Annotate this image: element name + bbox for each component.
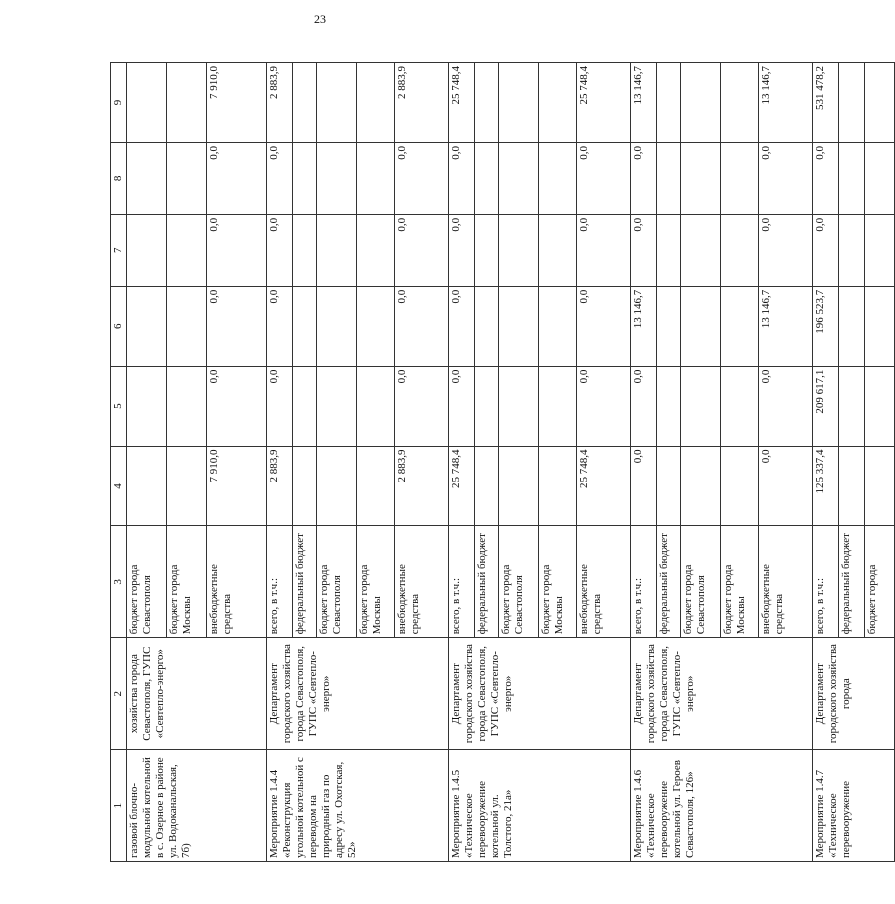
amount-cell-v4: 2 883,9 xyxy=(267,446,293,526)
amount-cell-v5: 0,0 xyxy=(395,366,449,446)
amount-cell-v8 xyxy=(357,142,395,214)
amount-cell-v7 xyxy=(499,214,539,286)
column-number-cell: 1 xyxy=(111,750,127,862)
amount-cell-v9 xyxy=(539,63,577,143)
amount-cell-v8 xyxy=(539,142,577,214)
amount-cell-v4: 125 337,4 xyxy=(813,446,839,526)
funding-source-cell: бюджет города Москвы xyxy=(539,526,577,638)
amount-cell-v8: 0,0 xyxy=(207,142,267,214)
amount-cell-v5 xyxy=(357,366,395,446)
amount-cell-v8 xyxy=(721,142,759,214)
amount-cell-v6: 13 146,7 xyxy=(759,286,813,366)
page-number: 23 xyxy=(314,12,326,26)
amount-cell-v6 xyxy=(293,286,317,366)
amount-cell-v9 xyxy=(293,63,317,143)
amount-cell-v7 xyxy=(167,214,207,286)
table-row xyxy=(127,63,167,862)
amount-cell-v9 xyxy=(721,63,759,143)
amount-cell-v7 xyxy=(357,214,395,286)
amount-cell-v4 xyxy=(499,446,539,526)
column-number-cell: 9 xyxy=(111,63,127,143)
amount-cell-v4 xyxy=(721,446,759,526)
executor-cell: хозяйства города Севастополя, ГУПС «Севтепло-энерго» xyxy=(127,638,267,750)
amount-cell-v5: 0,0 xyxy=(631,366,657,446)
amount-cell-v4 xyxy=(865,446,895,526)
funding-source-cell: бюджет города Севастополя xyxy=(127,526,167,638)
amount-cell-v5 xyxy=(475,366,499,446)
amount-cell-v8 xyxy=(499,142,539,214)
amount-cell-v8: 0,0 xyxy=(395,142,449,214)
amount-cell-v4 xyxy=(127,446,167,526)
amount-cell-v6 xyxy=(865,286,895,366)
amount-cell-v9: 25 748,4 xyxy=(449,63,475,143)
measure-cell: газовой блочно-модульной котельной в с. Озерное в районе ул. Водоканальская, 7б) xyxy=(127,750,267,862)
funding-source-cell: бюджет города Севастополя xyxy=(499,526,539,638)
amount-cell-v5 xyxy=(839,366,865,446)
amount-cell-v7 xyxy=(475,214,499,286)
amount-cell-v9 xyxy=(865,63,895,143)
amount-cell-v8 xyxy=(657,142,681,214)
column-number-cell: 2 xyxy=(111,638,127,750)
table-row xyxy=(631,63,657,862)
amount-cell-v7 xyxy=(539,214,577,286)
amount-cell-v5: 209 617,1 xyxy=(813,366,839,446)
amount-cell-v6: 0,0 xyxy=(577,286,631,366)
funding-source-cell: бюджет города Севастополя xyxy=(317,526,357,638)
funding-source-cell: внебюджетные средства xyxy=(577,526,631,638)
amount-cell-v8: 0,0 xyxy=(631,142,657,214)
executor-cell: Департамент городского хозяйства города Севастополя, ГУПС «Севтепло-энерго» xyxy=(631,638,813,750)
funding-source-cell: бюджет города Севастополя xyxy=(681,526,721,638)
table-body xyxy=(111,63,895,862)
column-number-cell: 6 xyxy=(111,286,127,366)
amount-cell-v6: 0,0 xyxy=(449,286,475,366)
amount-cell-v7: 0,0 xyxy=(449,214,475,286)
amount-cell-v4 xyxy=(539,446,577,526)
rotated-table-wrapper xyxy=(110,62,878,862)
amount-cell-v6 xyxy=(721,286,759,366)
measure-cell: Мероприятие 1.4.4 «Реконструкция угольной котельной с переводом на природный газ по адресу ул. Охотская, 52» xyxy=(267,750,449,862)
amount-cell-v6: 0,0 xyxy=(207,286,267,366)
amount-cell-v6: 0,0 xyxy=(267,286,293,366)
column-number-cell: 4 xyxy=(111,446,127,526)
amount-cell-v9 xyxy=(681,63,721,143)
column-number-cell: 7 xyxy=(111,214,127,286)
amount-cell-v8: 0,0 xyxy=(813,142,839,214)
amount-cell-v7: 0,0 xyxy=(631,214,657,286)
amount-cell-v5: 0,0 xyxy=(267,366,293,446)
amount-cell-v7 xyxy=(865,214,895,286)
amount-cell-v6 xyxy=(127,286,167,366)
amount-cell-v6: 13 146,7 xyxy=(631,286,657,366)
funding-source-cell: внебюджетные средства xyxy=(759,526,813,638)
amount-cell-v6 xyxy=(475,286,499,366)
amount-cell-v8 xyxy=(317,142,357,214)
column-number-cell: 8 xyxy=(111,142,127,214)
rotated-table-area xyxy=(110,62,878,862)
amount-cell-v5: 0,0 xyxy=(759,366,813,446)
amount-cell-v6 xyxy=(317,286,357,366)
amount-cell-v4 xyxy=(475,446,499,526)
amount-cell-v7 xyxy=(293,214,317,286)
amount-cell-v4 xyxy=(357,446,395,526)
amount-cell-v5 xyxy=(167,366,207,446)
amount-cell-v9: 7 910,0 xyxy=(207,63,267,143)
amount-cell-v9 xyxy=(317,63,357,143)
amount-cell-v8 xyxy=(475,142,499,214)
amount-cell-v7: 0,0 xyxy=(267,214,293,286)
amount-cell-v5 xyxy=(539,366,577,446)
table-row xyxy=(813,63,839,862)
amount-cell-v8: 0,0 xyxy=(267,142,293,214)
amount-cell-v6 xyxy=(681,286,721,366)
amount-cell-v7: 0,0 xyxy=(395,214,449,286)
amount-cell-v8 xyxy=(865,142,895,214)
amount-cell-v5 xyxy=(681,366,721,446)
amount-cell-v8: 0,0 xyxy=(577,142,631,214)
amount-cell-v9: 2 883,9 xyxy=(395,63,449,143)
amount-cell-v7 xyxy=(839,214,865,286)
amount-cell-v6 xyxy=(499,286,539,366)
amount-cell-v7 xyxy=(681,214,721,286)
executor-cell: Департамент городского хозяйства города xyxy=(813,638,895,750)
amount-cell-v7 xyxy=(127,214,167,286)
amount-cell-v7 xyxy=(657,214,681,286)
amount-cell-v7: 0,0 xyxy=(207,214,267,286)
amount-cell-v8 xyxy=(167,142,207,214)
funding-source-cell: всего, в т.ч.: xyxy=(813,526,839,638)
funding-source-cell: бюджет города Москвы xyxy=(357,526,395,638)
amount-cell-v5 xyxy=(499,366,539,446)
amount-cell-v5 xyxy=(721,366,759,446)
amount-cell-v9 xyxy=(499,63,539,143)
amount-cell-v6 xyxy=(539,286,577,366)
amount-cell-v9 xyxy=(167,63,207,143)
amount-cell-v5 xyxy=(293,366,317,446)
column-number-cell: 3 xyxy=(111,526,127,638)
amount-cell-v5 xyxy=(865,366,895,446)
amount-cell-v4 xyxy=(657,446,681,526)
column-number-cell: 5 xyxy=(111,366,127,446)
amount-cell-v5 xyxy=(317,366,357,446)
amount-cell-v6: 196 523,7 xyxy=(813,286,839,366)
amount-cell-v8: 0,0 xyxy=(759,142,813,214)
amount-cell-v9 xyxy=(657,63,681,143)
funding-source-cell: бюджет города Москвы xyxy=(167,526,207,638)
amount-cell-v8 xyxy=(127,142,167,214)
amount-cell-v9 xyxy=(127,63,167,143)
amount-cell-v7: 0,0 xyxy=(577,214,631,286)
amount-cell-v8 xyxy=(681,142,721,214)
amount-cell-v5: 0,0 xyxy=(207,366,267,446)
amount-cell-v4 xyxy=(167,446,207,526)
column-number-row xyxy=(111,63,127,862)
amount-cell-v7: 0,0 xyxy=(759,214,813,286)
funding-source-cell: федеральный бюджет xyxy=(657,526,681,638)
amount-cell-v7 xyxy=(721,214,759,286)
amount-cell-v6 xyxy=(167,286,207,366)
amount-cell-v4 xyxy=(839,446,865,526)
amount-cell-v4: 0,0 xyxy=(759,446,813,526)
table-row xyxy=(449,63,475,862)
table-row xyxy=(267,63,293,862)
amount-cell-v9: 25 748,4 xyxy=(577,63,631,143)
budget-table xyxy=(110,62,895,862)
amount-cell-v6 xyxy=(657,286,681,366)
amount-cell-v5: 0,0 xyxy=(449,366,475,446)
amount-cell-v4: 0,0 xyxy=(631,446,657,526)
amount-cell-v6 xyxy=(357,286,395,366)
funding-source-cell: бюджет города Москвы xyxy=(721,526,759,638)
amount-cell-v9 xyxy=(357,63,395,143)
executor-cell: Департамент городского хозяйства города Севастополя, ГУПС «Севтепло-энерго» xyxy=(267,638,449,750)
amount-cell-v5: 0,0 xyxy=(577,366,631,446)
amount-cell-v6: 0,0 xyxy=(395,286,449,366)
amount-cell-v5 xyxy=(657,366,681,446)
funding-source-cell: внебюджетные средства xyxy=(395,526,449,638)
executor-cell: Департамент городского хозяйства города Севастополя, ГУПС «Севтепло-энерго» xyxy=(449,638,631,750)
amount-cell-v9 xyxy=(839,63,865,143)
amount-cell-v4 xyxy=(317,446,357,526)
amount-cell-v9: 13 146,7 xyxy=(759,63,813,143)
amount-cell-v9: 13 146,7 xyxy=(631,63,657,143)
amount-cell-v4 xyxy=(681,446,721,526)
measure-cell: Мероприятие 1.4.5 «Техническое перевооружение котельной ул. Толстого, 21а» xyxy=(449,750,631,862)
amount-cell-v9 xyxy=(475,63,499,143)
funding-source-cell: всего, в т.ч.: xyxy=(267,526,293,638)
funding-source-cell: всего, в т.ч.: xyxy=(449,526,475,638)
amount-cell-v9: 2 883,9 xyxy=(267,63,293,143)
amount-cell-v7 xyxy=(317,214,357,286)
amount-cell-v4: 7 910,0 xyxy=(207,446,267,526)
amount-cell-v9: 531 478,2 xyxy=(813,63,839,143)
measure-cell: Мероприятие 1.4.6 «Техническое перевооружение котельной ул. Героев Севастополя, 126» xyxy=(631,750,813,862)
amount-cell-v8 xyxy=(839,142,865,214)
amount-cell-v6 xyxy=(839,286,865,366)
amount-cell-v4: 2 883,9 xyxy=(395,446,449,526)
amount-cell-v4: 25 748,4 xyxy=(449,446,475,526)
funding-source-cell: внебюджетные средства xyxy=(207,526,267,638)
measure-cell: Мероприятие 1.4.7 «Техническое перевооружение xyxy=(813,750,895,862)
amount-cell-v7: 0,0 xyxy=(813,214,839,286)
funding-source-cell: федеральный бюджет xyxy=(293,526,317,638)
amount-cell-v8: 0,0 xyxy=(449,142,475,214)
amount-cell-v4 xyxy=(293,446,317,526)
funding-source-cell: федеральный бюджет xyxy=(839,526,865,638)
funding-source-cell: всего, в т.ч.: xyxy=(631,526,657,638)
amount-cell-v5 xyxy=(127,366,167,446)
funding-source-cell: бюджет города xyxy=(865,526,895,638)
amount-cell-v8 xyxy=(293,142,317,214)
amount-cell-v4: 25 748,4 xyxy=(577,446,631,526)
funding-source-cell: федеральный бюджет xyxy=(475,526,499,638)
